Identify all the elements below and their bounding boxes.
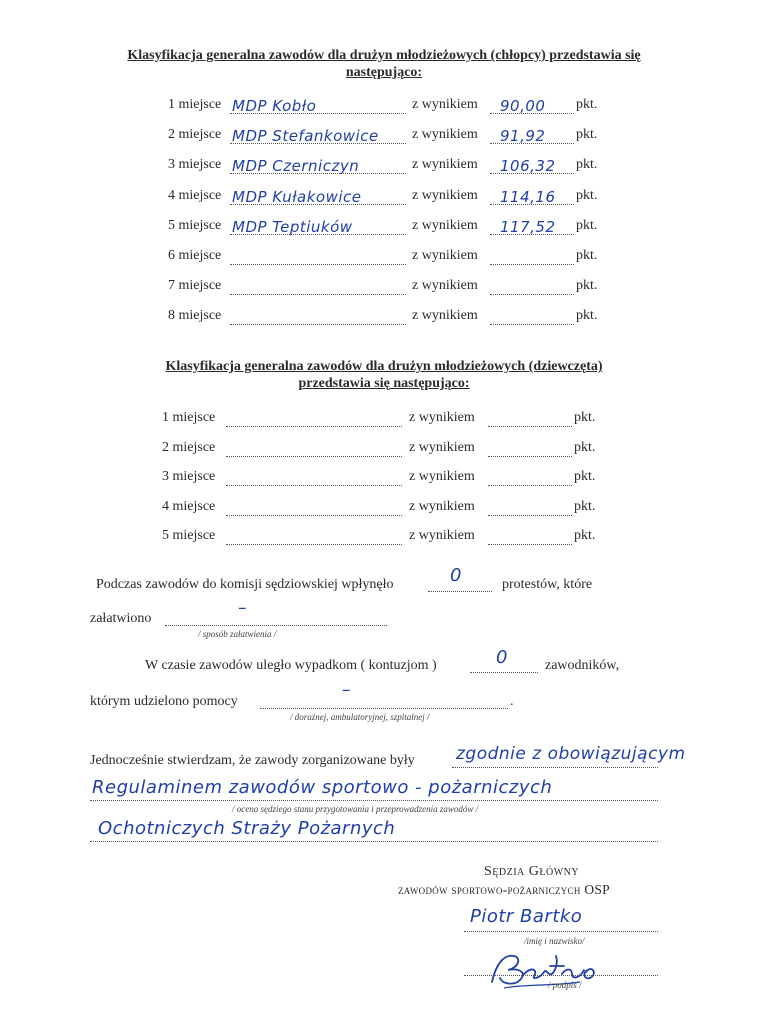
statement-hand-line2: Regulaminem zawodów sportowo - pożarniczych — [92, 777, 553, 798]
judge-title-line1: Sędzia Główny — [484, 864, 580, 879]
statement-caption: / ocena sędziego stanu przygotowania i przeprowadzenia zawodów / — [232, 804, 479, 814]
team-line — [226, 442, 402, 457]
resolved-caption: / sposób załatwienia / — [198, 629, 277, 639]
protests-text-after: protestów, które — [502, 577, 593, 592]
place-label: 2 miejsce — [162, 439, 216, 455]
girls-row — [0, 528, 768, 550]
team-name: MDP Teptiuków — [232, 217, 353, 236]
score-line — [490, 280, 574, 295]
score-label: z wynikiem — [409, 469, 475, 484]
help-line-end: . — [510, 694, 514, 709]
girls-heading-line1: Klasyfikacja generalna zawodów dla drużyn młodzieżowych (dziewczęta) — [165, 359, 603, 374]
score-label: z wynikiem — [409, 528, 475, 543]
resolved-value: – — [238, 598, 247, 618]
score-label: z wynikiem — [409, 498, 475, 514]
statement-hand-line3: Ochotniczych Straży Pożarnych — [98, 818, 396, 839]
girls-heading-line2: przedstawia się następująco: — [298, 376, 470, 391]
boys-row — [0, 248, 768, 270]
score-value: 117,52 — [500, 217, 556, 236]
unit-label: pkt. — [576, 248, 598, 263]
judge-title-line2: zawodów sportowo-pożarniczych OSP — [398, 882, 610, 897]
score-value: 90,00 — [500, 97, 546, 115]
team-name: MDP Kobło — [232, 97, 317, 115]
score-line — [488, 530, 572, 545]
protests-count: 0 — [450, 565, 462, 586]
statement-line2 — [90, 799, 658, 801]
score-label: z wynikiem — [412, 187, 478, 203]
girls-row — [0, 440, 768, 462]
team-line — [230, 280, 406, 295]
team-name: MDP Kułakowice — [232, 187, 362, 206]
accidents-count-line — [470, 671, 538, 673]
boys-row — [0, 127, 768, 149]
score-value: 114,16 — [500, 187, 556, 206]
team-name: MDP Stefankowice — [232, 127, 379, 146]
team-line — [226, 412, 402, 427]
boys-row — [0, 308, 768, 330]
resolved-line — [165, 624, 387, 626]
statement-line3 — [90, 840, 658, 842]
statement-line1 — [452, 766, 658, 768]
place-label: 1 miejsce — [162, 410, 216, 425]
score-label: z wynikiem — [412, 308, 478, 324]
team-line — [230, 250, 406, 265]
statement-text: Jednocześnie stwierdzam, że zawody zorganizowane były — [90, 753, 415, 768]
unit-label: pkt. — [576, 278, 598, 294]
boys-row — [0, 278, 768, 300]
boys-heading-line1: Klasyfikacja generalna zawodów dla drużyn młodzieżowych (chłopcy) przedstawia się — [127, 48, 641, 63]
team-line — [226, 471, 402, 486]
help-line — [260, 707, 508, 709]
protests-count-line — [428, 590, 492, 592]
boys-row — [0, 188, 768, 210]
unit-label: pkt. — [574, 439, 596, 455]
accidents-count: 0 — [496, 647, 508, 668]
boys-heading-line2: następująco: — [345, 65, 423, 80]
accidents-text-before: W czasie zawodów uległo wypadkom ( kontuzjom ) — [145, 658, 437, 673]
unit-label: pkt. — [576, 97, 598, 112]
score-label: z wynikiem — [409, 410, 475, 425]
place-label: 5 miejsce — [168, 217, 222, 233]
score-label: z wynikiem — [412, 278, 478, 294]
score-value: 106,32 — [500, 157, 556, 176]
score-line — [490, 250, 574, 265]
score-label: z wynikiem — [412, 127, 478, 143]
help-caption: / doraźnej, ambulatoryjnej, szpitalnej / — [290, 712, 430, 722]
score-line — [490, 310, 574, 325]
score-line — [488, 442, 572, 457]
boys-row — [0, 218, 768, 240]
place-label: 8 miejsce — [168, 308, 222, 324]
place-label: 1 miejsce — [168, 97, 222, 112]
score-line — [488, 471, 572, 486]
team-name: MDP Czerniczyn — [232, 157, 360, 176]
judge-name: Piotr Bartko — [470, 906, 583, 927]
unit-label: pkt. — [576, 127, 598, 143]
place-label: 4 miejsce — [168, 187, 222, 203]
unit-label: pkt. — [574, 469, 596, 484]
place-label: 5 miejsce — [162, 528, 216, 543]
unit-label: pkt. — [576, 308, 598, 324]
team-line — [230, 310, 406, 325]
signature-caption: / podpis / — [548, 980, 582, 990]
place-label: 7 miejsce — [168, 278, 222, 294]
score-label: z wynikiem — [409, 439, 475, 455]
score-label: z wynikiem — [412, 157, 478, 173]
team-line — [226, 530, 402, 545]
unit-label: pkt. — [574, 498, 596, 514]
place-label: 4 miejsce — [162, 498, 216, 514]
score-line — [488, 412, 572, 427]
place-label: 2 miejsce — [168, 127, 222, 143]
score-line — [488, 501, 572, 516]
boys-row — [0, 97, 768, 119]
resolved-label: załatwiono — [90, 611, 152, 626]
statement-hand-line1: zgodnie z obowiązującym — [456, 744, 686, 764]
help-label: którym udzielono pomocy — [90, 694, 238, 709]
judge-name-line — [464, 930, 658, 932]
unit-label: pkt. — [576, 217, 598, 233]
score-label: z wynikiem — [412, 97, 478, 112]
unit-label: pkt. — [576, 187, 598, 203]
team-line — [226, 501, 402, 516]
unit-label: pkt. — [574, 410, 596, 425]
score-value: 91,92 — [500, 127, 546, 146]
place-label: 3 miejsce — [168, 157, 222, 173]
help-value: – — [342, 680, 351, 700]
girls-row — [0, 469, 768, 491]
judge-signature — [484, 944, 604, 994]
place-label: 6 miejsce — [168, 248, 222, 263]
accidents-text-after: zawodników, — [545, 658, 620, 673]
girls-row — [0, 499, 768, 521]
unit-label: pkt. — [574, 528, 596, 543]
boys-row — [0, 157, 768, 179]
score-label: z wynikiem — [412, 217, 478, 233]
score-label: z wynikiem — [412, 248, 478, 263]
judge-name-caption: /imię i nazwisko/ — [524, 936, 585, 946]
place-label: 3 miejsce — [162, 469, 216, 484]
unit-label: pkt. — [576, 157, 598, 173]
girls-row — [0, 410, 768, 432]
protests-text-before: Podczas zawodów do komisji sędziowskiej wpłynęło — [96, 577, 394, 592]
